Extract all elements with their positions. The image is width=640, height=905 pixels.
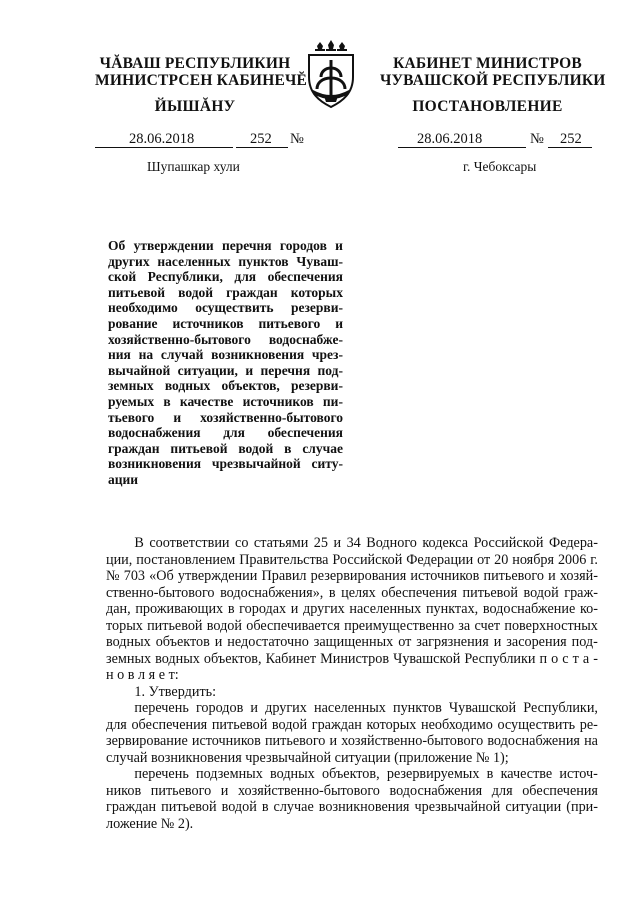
right-header-line2: ЧУВАШСКОЙ РЕСПУБЛИКИ — [380, 72, 606, 89]
subject-line: тьевого и хозяйственно-бытового — [108, 409, 343, 425]
left-header-line2: МИНИСТРСЕН КАБИНЕЧĔ — [95, 72, 308, 89]
body-line: ников питьевого и хозяйственно-бытового водоснабжения для обеспечения — [106, 782, 598, 799]
body-line: В соответствии со статьями 25 и 34 Водного кодекса Российской Федера- — [106, 535, 598, 551]
subject-line: вычайной ситуации, и перечня под- — [108, 362, 343, 378]
subject-line: ния на случай возникновения чрез- — [108, 347, 343, 363]
chuvash-coat-of-arms-emblem-icon — [299, 40, 363, 116]
subject-line: возникновения чрезвычайной ситу- — [108, 456, 343, 472]
body-line: н о в л я е т: — [106, 667, 179, 683]
body-line: 1. Утвердить: — [106, 683, 217, 700]
left-place: Шупашкар хули — [147, 159, 240, 174]
subject-line: ации — [108, 471, 139, 487]
body-line: земных водных объектов, Кабинет Министров Чувашской Республики п о с т а - — [106, 650, 598, 667]
subject-line: рование источников питьевого и — [108, 315, 343, 331]
right-header-line1: КАБИНЕТ МИНИСТРОВ — [393, 55, 582, 72]
document-subject — [108, 238, 343, 488]
document-body — [106, 535, 598, 832]
subject-line: Об утверждении перечня городов и — [108, 238, 343, 253]
subject-line: водоснабжения для обеспечения — [108, 425, 343, 441]
body-line: случай возникновения чрезвычайной ситуации (приложение № 1); — [106, 749, 509, 766]
body-line: водных объектов и недостаточно защищенных от загрязнения и засорения под- — [106, 634, 598, 650]
subject-line: граждан питьевой водой в случае — [108, 440, 343, 456]
body-line: для обеспечения питьевой водой граждан которых необходимо осуществить ре- — [106, 716, 598, 733]
body-line: перечень городов и других населенных пунктов Чувашской Республики, — [106, 700, 598, 716]
body-line: зервирование источников питьевого и хозяйственно-бытового водоснабжения на — [106, 733, 598, 749]
left-number-sign: № — [290, 131, 304, 147]
subject-line: необходимо осуществить резерви- — [108, 300, 343, 316]
left-number: 252 — [250, 131, 272, 147]
body-line: торых питьевой водой обеспечивается преимущественно за счет поверхностных — [106, 617, 598, 634]
right-header — [380, 55, 606, 89]
subject-line: хозяйственно-бытового водоснабже- — [108, 331, 343, 347]
subject-line: земных водных объектов, резерви- — [108, 378, 343, 394]
left-header-line1: ЧĂВАШ РЕСПУБЛИКИН — [99, 55, 291, 72]
body-line: № 703 «Об утверждении Правил резервирования источников питьевого и хозяй- — [106, 568, 598, 584]
right-number: 252 — [560, 131, 582, 147]
left-doctype: ЙЫШĂНУ — [154, 98, 236, 115]
subject-line: питьевой водой граждан которых — [108, 284, 343, 300]
right-doctype: ПОСТАНОВЛЕНИЕ — [412, 98, 563, 115]
left-header — [95, 55, 308, 89]
body-line: граждан питьевой водой в случае возникновения чрезвычайной ситуации (при- — [106, 799, 598, 815]
subject-line: других населенных пунктов Чуваш- — [108, 253, 343, 269]
left-date: 28.06.2018 — [129, 131, 195, 147]
subject-line: ской Республики, для обеспечения — [108, 269, 343, 285]
body-line: ложение № 2). — [106, 815, 194, 832]
right-number-sign: № — [530, 131, 544, 147]
body-line: ции, постановлением Правительства Российской Федерации от 20 ноября 2006 г. — [106, 551, 598, 568]
body-line: перечень подземных водных объектов, резервируемых в качестве источ- — [106, 766, 598, 782]
subject-line: руемых в качестве источников пи- — [108, 393, 343, 409]
right-date: 28.06.2018 — [417, 131, 483, 147]
body-line: ственно-бытового водоснабжения», в целях обеспечения питьевой водой граж- — [106, 584, 598, 601]
right-place: г. Чебоксары — [463, 159, 537, 174]
body-line: дан, проживающих в городах и других населенных пунктах, водоснабжение ко- — [106, 601, 598, 617]
